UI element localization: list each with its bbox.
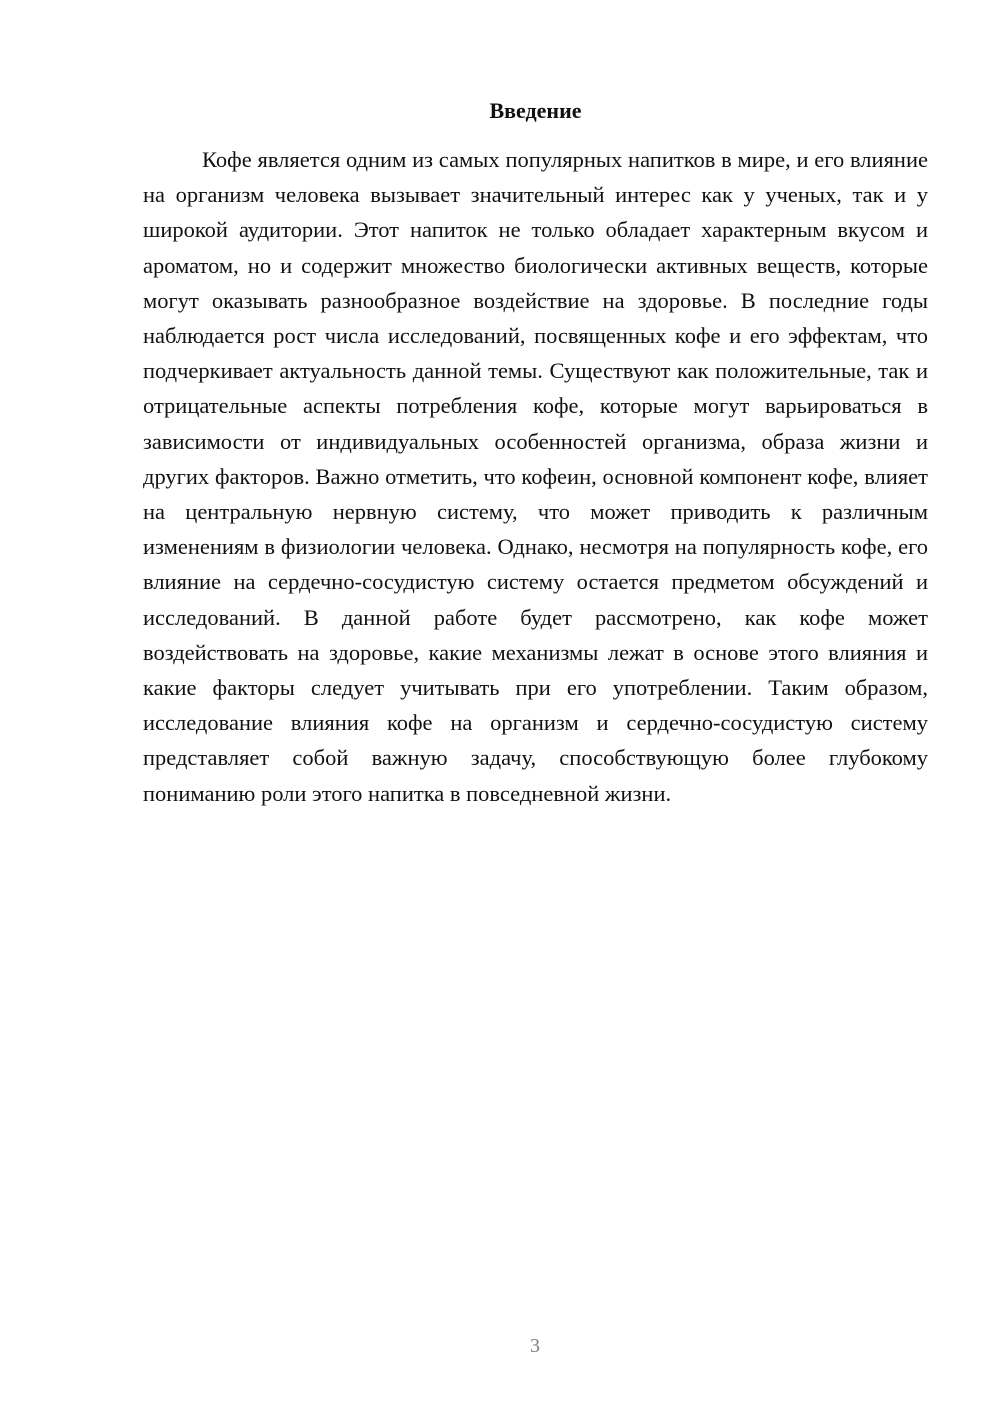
body-paragraph: Кофе является одним из самых популярных напитков в мире, и его влияние на организм человека вызывает значительный интерес как у ученых, так и у широкой аудитории. Этот напиток не только обладает характерным вкусом и ароматом, но и содержит множество биологически активных веществ, которые могут оказывать разнообразное воздействие на здоровье. В последние годы наблюдается рост числа исследований, посвященных кофе и его эффектам, что подчеркивает актуальность данной темы. Существуют как положительные, так и отрицательные аспекты потребления кофе, которые могут варьироваться в зависимости от индивидуальных особенностей организма, образа жизни и других факторов. Важно отметить, что кофеин, основной компонент кофе, влияет на центральную нервную систему, что может приводить к различным изменениям в физиологии человека. Однако, несмотря на популярность кофе, его влияние на сердечно-сосудистую систему остается предметом обсуждений и исследований. В данной работе будет рассмотрено, как кофе может воздействовать на здоровье, какие механизмы лежат в основе этого влияния и какие факторы следует учитывать при его употреблении. Таким образом, исследование влияния кофе на организм и сердечно-сосудистую систему представляет собой важную задачу, способствующую более глубокому пониманию роли этого напитка в повседневной жизни. (143, 147, 928, 806)
section-heading: Введение (489, 98, 582, 123)
page-number: 3 (530, 1335, 540, 1357)
